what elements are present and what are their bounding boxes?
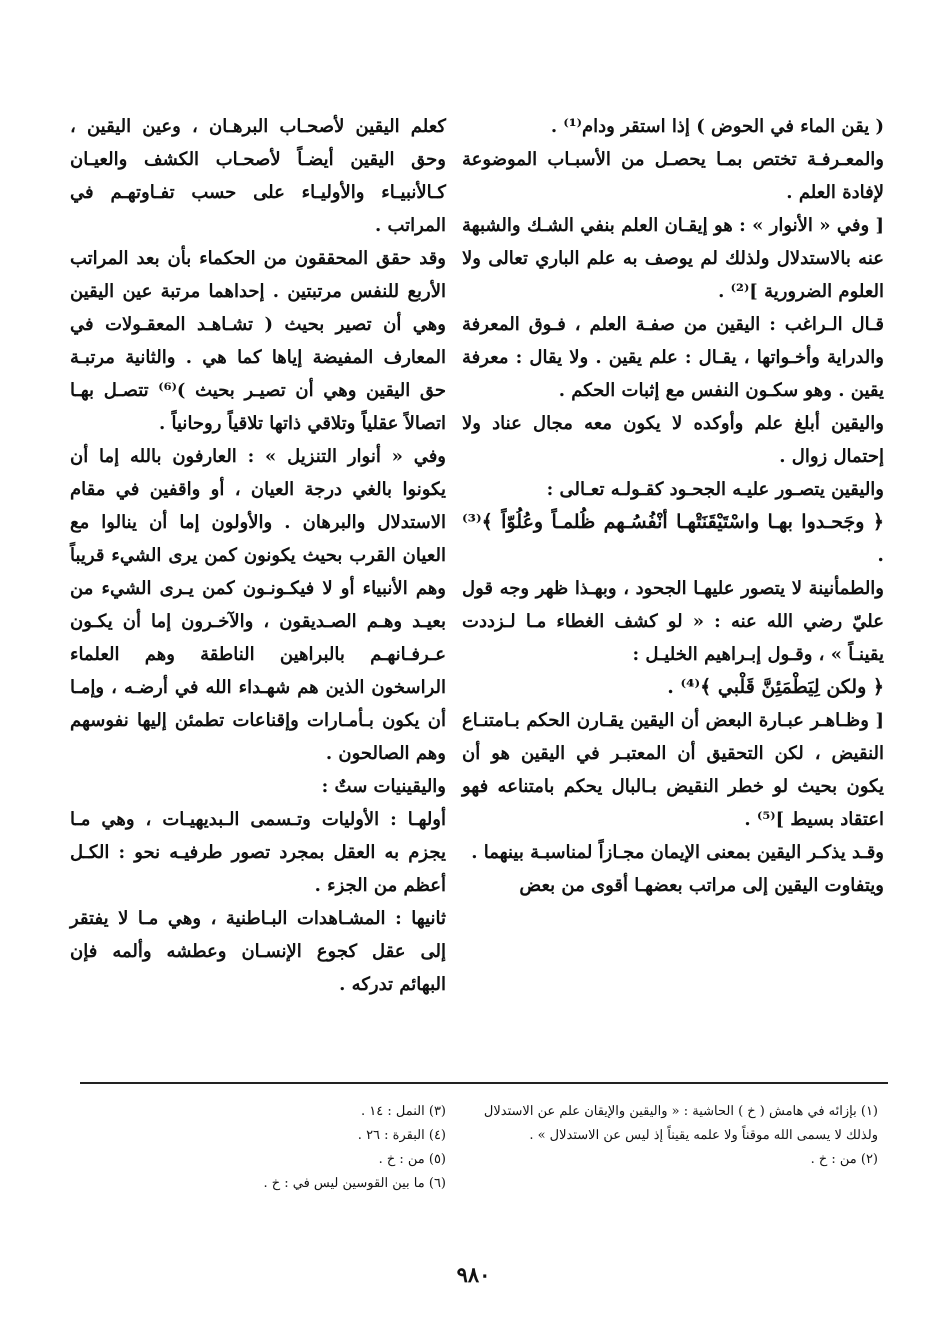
paragraph: ثانيها : المشـاهدات البـاطنية ، وهي مـا لا يفتقر إلى عقل كجوع الإنسـان وعطشه وألمه فإن البهائم تدركه . bbox=[70, 908, 446, 995]
paragraph: والمعـرفـة تختص بمـا يحصـل من الأسبـاب الموضوعة لإفادة العلم . bbox=[462, 149, 884, 203]
quran-verse: ﴿ وجَحـدوا بهـا واسْتَيْقَنَتْهـا أنْفُسُـهم ظُلمـاً وعُلُوّاً ﴾⁽³⁾ . bbox=[462, 511, 884, 566]
footnote: (٦) ما بين القوسين ليس في : خ . bbox=[263, 1176, 446, 1191]
footnote: (٥) من : خ . bbox=[378, 1152, 446, 1167]
footnote: (١) بإزائه في هامش ( خ ) الحاشية : « واليقين والإيقان علم عن الاستدلال ولذلك لا يسمى الله موقناً ولا علمه يقيناً إذ ليس عن الاستدلال » . bbox=[483, 1104, 878, 1143]
paragraph: [ وظـاهـر عبـارة البعض أن اليقين يقـارن الحكم بـامتنـاع النقيض ، لكن التحقيق أن المعتبـر في اليقين هو أن يكون بحيث لو خطر النقيض بـالبال يحكم بامتناعه فهو اعتقاد بسيط ]⁽⁵⁾ . bbox=[462, 710, 884, 830]
page-number: ٩٨٠ bbox=[456, 1262, 491, 1287]
paragraph: [ وفي « الأنوار » : هو إيقـان العلم بنفي الشـك والشبهة عنه بالاستدلال ولذلك لم يوصف به علم الباري تعالى ولا العلوم الضرورية ]⁽²⁾ . bbox=[462, 215, 884, 302]
footnote: (٣) النمل : ١٤ . bbox=[360, 1104, 446, 1119]
paragraph: واليقين يتصـور عليـه الجحـود كقـولـه تعـالى : bbox=[546, 479, 884, 500]
paragraph: ويتفاوت اليقين إلى مراتب بعضهـا أقوى من بعض bbox=[519, 875, 884, 896]
paragraph: والطمأنينة لا يتصور عليهـا الجحود ، وبهـذا ظهر وجه قول عليّ رضي الله عنه : « لو كشف الغطاء مـا لـزددت يقينـاً » ، وقـول إبـراهيم الخليـل : bbox=[462, 578, 884, 665]
footnote: (٤) البقرة : ٢٦ . bbox=[357, 1128, 446, 1143]
footnote-separator bbox=[80, 1082, 888, 1084]
paragraph: أولهـا : الأوليات وتـسمى الـبديهيـات ، وهي مـا يجزم به العقل بمجرد تصور طرفيـه نحو : الكـل أعظم من الجزء . bbox=[70, 809, 446, 896]
footnotes-right bbox=[462, 1100, 878, 1172]
right-text-column bbox=[462, 110, 884, 902]
paragraph: وفي « أنوار التنزيل » : العارفون بالله إما أن يكونوا بالغي درجة العيان ، أو واقفين في مقام الاستدلال والبرهان . والأولون إما أن ينالوا مع العيان القرب بحيث يكونون كمن يرى الشيء قريباً وهم الأنبياء أو لا فيكـونـون كمن يـرى الشيء من بعيـد وهـم الصـديقون ، والآخـرون إما أن يكـون عـرفـانهـم بالبراهين الناطقة وهم العلماء الراسخون الذين هم شهـداء الله في أرضـه ، وإمـا أن يكون بـأمـارات وإقناعات تطمئن إليها نفوسهم وهم الصالحون . bbox=[70, 446, 446, 764]
paragraph: ( يقن الماء في الحوض ) إذا استقر ودام⁽¹⁾ . bbox=[550, 116, 884, 137]
left-text-column bbox=[70, 110, 446, 1001]
paragraph: كعلم اليقين لأصحـاب البرهـان ، وعين اليقين ، وحق اليقين أيضـاً لأصحـاب الكشف والعيـان كـالأنبيـاء والأوليـاء على حسب تفـاوتهـم في المراتب . bbox=[70, 116, 446, 236]
paragraph: قـال الـراغب : اليقين من صفـة العلم ، فـوق المعرفة والدراية وأخـواتها ، يقـال : علم يقين . ولا يقال : معرفة يقين . وهو سكـون النفس مع إثبات الحكم . bbox=[462, 314, 884, 401]
paragraph: وقـد يذكـر اليقين بمعنى الإيمان مجـازاً لمناسبـة بينهما . bbox=[471, 842, 884, 863]
paragraph: واليقينيات ستٌ : bbox=[321, 776, 446, 797]
quran-verse: ﴿ ولكن لِيَطْمَئِنَّ قَلْبي ﴾⁽⁴⁾ . bbox=[667, 676, 884, 698]
paragraph: واليقين أبلغ علم وأوكده لا يكون معه مجال عناد ولا إحتمال زوال . bbox=[462, 413, 884, 467]
footnotes-left bbox=[150, 1100, 446, 1196]
paragraph: وقد حقق المحققون من الحكماء بأن بعد المراتب الأربع للنفس مرتبتين . إحداهما مرتبة عين اليقين وهي أن تصير بحيث ( تشـاهـد المعقـولات في المعارف المفيضة إياها كما هي . والثانية مرتبـة حق اليقين وهي أن تصيـر بحيث )⁽⁶⁾ تتصـل بهـا اتصالاً عقلياً وتلاقي ذاتها تلاقياً روحانياً . bbox=[70, 248, 446, 434]
footnote: (٢) من : خ . bbox=[810, 1152, 878, 1167]
